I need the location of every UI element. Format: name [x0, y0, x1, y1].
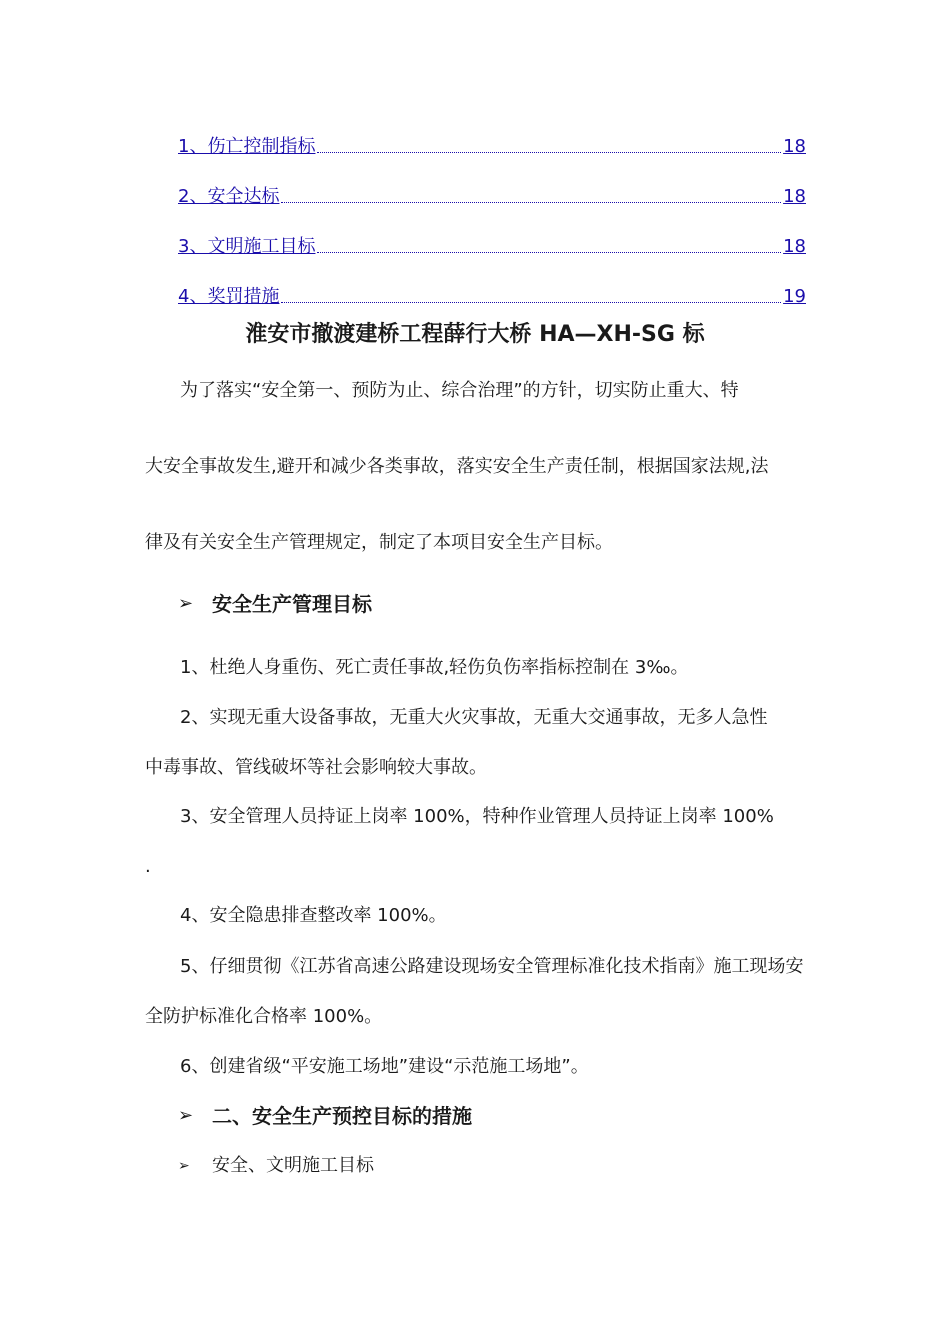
goal-item-4: 4、安全隐患排查整改率 100%。: [180, 905, 447, 926]
goal-item-2: 2、实现无重大设备事故，无重大火灾事故，无重大交通事故，无多人急性: [180, 707, 768, 728]
toc-page-number[interactable]: 19: [783, 286, 806, 307]
subsection-civilized-construction: [178, 1153, 374, 1179]
goal-item-5: 5、仔细贯彻《江苏省高速公路建设现场安全管理标准化技术指南》施工现场安: [180, 956, 804, 977]
section-heading-measures: [178, 1102, 472, 1130]
subsection-text: 安全、文明施工目标: [212, 1155, 374, 1176]
toc-label[interactable]: 3、文明施工目标: [178, 236, 316, 257]
goal-item-3: 3、安全管理人员持证上岗率 100%，特种作业管理人员持证上岗率 100%: [180, 806, 774, 827]
goal-item-2-cont: 中毒事故、管线破坏等社会影响较大事故。: [145, 757, 487, 778]
goal-item-1: 1、杜绝人身重伤、死亡责任事故,轻伤负伤率指标控制在 3‰。: [180, 657, 689, 678]
goal-item-6: 6、创建省级“平安施工场地”建设“示范施工场地”。: [180, 1056, 589, 1077]
toc-page-number[interactable]: 18: [783, 236, 806, 257]
arrow-bullet-icon: ➢: [178, 1105, 194, 1126]
intro-line-2: 大安全事故发生,避开和减少各类事故，落实安全生产责任制，根据国家法规,法: [145, 456, 769, 477]
toc-page-number[interactable]: 18: [783, 136, 806, 157]
toc-entry-2[interactable]: [178, 182, 806, 208]
toc-leader-dots: [281, 301, 781, 303]
section-heading-safety-goals: [178, 590, 372, 618]
intro-line-3: 律及有关安全生产管理规定，制定了本项目安全生产目标。: [145, 532, 613, 553]
toc-entry-4[interactable]: [178, 282, 806, 308]
section-heading-text: 二、安全生产预控目标的措施: [212, 1104, 472, 1128]
toc-label[interactable]: 2、安全达标: [178, 186, 280, 207]
document-title: 淮安市撤渡建桥工程薛行大桥 HA—XH-SG 标: [245, 322, 705, 347]
intro-line-1: 为了落实“安全第一、预防为止、综合治理”的方针，切实防止重大、特: [180, 380, 739, 401]
toc-leader-dots: [281, 201, 781, 203]
arrow-bullet-icon: ➢: [178, 593, 194, 614]
toc-label[interactable]: 4、奖罚措施: [178, 286, 280, 307]
goal-item-5-cont: 全防护标准化合格率 100%。: [145, 1006, 383, 1027]
toc-leader-dots: [317, 151, 781, 153]
toc-entry-1[interactable]: [178, 132, 806, 158]
goal-item-3-cont: .: [145, 856, 151, 877]
section-heading-text: 安全生产管理目标: [212, 592, 372, 616]
toc-page-number[interactable]: 18: [783, 186, 806, 207]
toc-leader-dots: [317, 251, 781, 253]
toc-label[interactable]: 1、伤亡控制指标: [178, 136, 316, 157]
toc-entry-3[interactable]: [178, 232, 806, 258]
arrow-bullet-icon: ➢: [178, 1158, 190, 1174]
